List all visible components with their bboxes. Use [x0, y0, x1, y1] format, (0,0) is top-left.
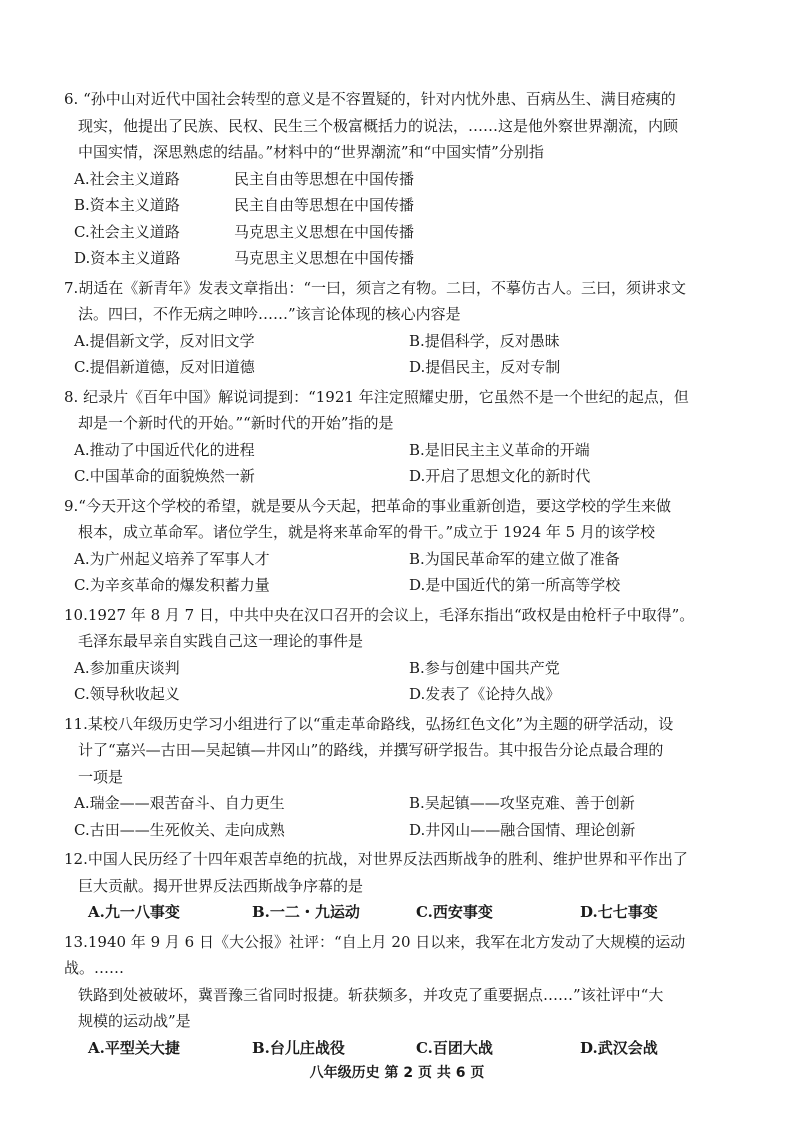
question-9	[64, 493, 744, 599]
question-stem	[64, 602, 744, 655]
options	[64, 1035, 744, 1062]
option-b[interactable]: B.一二・九运动	[252, 903, 360, 921]
option-d[interactable]: D.井冈山——融合国情、理论创新	[409, 820, 636, 839]
question-10	[64, 602, 744, 708]
option-d[interactable]: D.武汉会战	[580, 1038, 658, 1057]
stem-line: 巨大贡献。揭开世界反法西斯战争序幕的是	[78, 876, 364, 895]
stem-line: 现实，他提出了民族、民权、民生三个极富概括力的说法，……这是他外察世界潮流，内顾	[78, 116, 679, 135]
option-c[interactable]: C.为辛亥革命的爆发积蓄力量	[74, 576, 270, 594]
stem-line: 铁路到处被破坏，冀晋豫三省同时报捷。斩获频多，并攻克了重要据点……”该社评中“大	[78, 985, 664, 1004]
question-stem	[64, 275, 744, 328]
option-b[interactable]: B.提倡科学，反对愚昧	[409, 331, 560, 350]
question-7	[64, 275, 744, 381]
stem-line: 规模的运动战”是	[78, 1012, 191, 1030]
option-c[interactable]: C.古田——生死攸关、走向成熟	[74, 820, 285, 839]
option-a[interactable]	[74, 166, 744, 193]
option-b[interactable]: B.吴起镇——攻坚克难、善于创新	[409, 794, 635, 812]
option-path: C.社会主义道路	[74, 222, 180, 241]
question-stem	[64, 493, 744, 546]
option-a[interactable]: A.九一八事变	[88, 903, 180, 921]
option-a[interactable]: A.平型关大捷	[88, 1038, 180, 1057]
option-c[interactable]: C.西安事变	[416, 903, 493, 921]
options	[64, 328, 744, 381]
question-stem	[64, 929, 744, 1035]
options	[64, 655, 744, 708]
options	[64, 899, 744, 926]
option-a[interactable]: A.参加重庆谈判	[74, 658, 180, 677]
question-stem	[64, 846, 744, 899]
option-a[interactable]: A.为广州起义培养了军事人才	[74, 549, 270, 568]
option-d[interactable]: D.提倡民主，反对专制	[409, 358, 561, 376]
option-idea: 民主自由等思想在中国传播	[234, 169, 415, 188]
option-b[interactable]: B.台儿庄战役	[252, 1038, 345, 1057]
stem-line: 一项是	[78, 767, 124, 786]
stem-line: 6. “孙中山对近代中国社会转型的意义是不容置疑的，针对内忧外患、百病丛生、满目疮痍的	[64, 90, 676, 108]
option-idea: 民主自由等思想在中国传播	[234, 196, 415, 214]
stem-line: 13.1940 年 9 月 6 日《大公报》社评：“自上月 20 日以来，我军在北方发动了大规模的运动战。……	[64, 932, 686, 977]
page-footer: 八年级历史 第 2 页 共 6 页	[309, 1065, 485, 1081]
stem-line: 8. 纪录片《百年中国》解说词提到：“1921 年注定照耀史册，它虽然不是一个世纪的起点，但	[64, 387, 689, 406]
stem-line: 12.中国人民历经了十四年艰苦卓绝的抗战，对世界反法西斯战争的胜利、维护世界和平作出了	[64, 850, 688, 868]
option-c[interactable]: C.提倡新道德，反对旧道德	[74, 358, 255, 376]
stem-line: 7.胡适在《新青年》发表文章指出：“一曰，须言之有物。二曰，不摹仿古人。三曰，须讲求文	[64, 278, 686, 297]
stem-line: 9.“今天开这个学校的希望，就是要从今天起，把革命的事业重新创造，要这学校的学生来做	[64, 496, 671, 515]
options	[64, 546, 744, 599]
stem-line: 10.1927 年 8 月 7 日，中共中央在汉口召开的会议上，毛泽东指出“政权是由枪杆子中取得”。	[64, 605, 695, 624]
option-b[interactable]: B.为国民革命军的建立做了准备	[409, 549, 620, 568]
question-12	[64, 846, 744, 926]
option-b[interactable]	[74, 192, 744, 219]
stem-line: 计了“嘉兴—古田—吴起镇—井冈山”的路线，并撰写研学报告。其中报告分论点最合理的	[78, 741, 664, 759]
option-c[interactable]	[74, 219, 744, 246]
stem-line: 法。四曰，不作无病之呻吟……”该言论体现的核心内容是	[78, 305, 461, 323]
stem-line: 中国实情，深思熟虑的结晶。”材料中的“世界潮流”和“中国实情”分别指	[78, 143, 544, 161]
option-d[interactable]: D.是中国近代的第一所高等学校	[409, 576, 621, 594]
option-d[interactable]: D.七七事变	[580, 903, 658, 921]
option-path: A.社会主义道路	[74, 169, 180, 188]
option-a[interactable]: A.提倡新文学，反对旧文学	[74, 331, 255, 350]
question-8	[64, 384, 744, 490]
option-idea: 马克思主义思想在中国传播	[234, 222, 415, 241]
option-c[interactable]: C.领导秋收起义	[74, 685, 180, 703]
option-d[interactable]	[74, 245, 744, 272]
question-list	[64, 86, 744, 1064]
question-stem	[64, 711, 744, 791]
question-6	[64, 86, 744, 272]
option-b[interactable]: B.参与创建中国共产党	[409, 658, 560, 677]
options	[64, 790, 744, 843]
stem-line: 却是一个新时代的开始。”“新时代的开始”指的是	[78, 414, 394, 432]
question-11	[64, 711, 744, 844]
question-13	[64, 929, 744, 1062]
question-stem	[64, 86, 744, 166]
stem-line: 11.某校八年级历史学习小组进行了以“重走革命路线，弘扬红色文化”为主题的研学活动，设	[64, 714, 674, 733]
option-c[interactable]: C.中国革命的面貌焕然一新	[74, 467, 255, 485]
option-d[interactable]: D.发表了《论持久战》	[409, 685, 561, 703]
option-b[interactable]: B.是旧民主主义革命的开端	[409, 440, 590, 459]
option-path: D.资本主义道路	[74, 249, 181, 267]
options-table	[64, 166, 744, 272]
question-stem	[64, 384, 744, 437]
option-d[interactable]: D.开启了思想文化的新时代	[409, 467, 591, 485]
option-a[interactable]: A.推动了中国近代化的进程	[74, 440, 255, 459]
option-a[interactable]: A.瑞金——艰苦奋斗、自力更生	[74, 794, 285, 812]
stem-line: 毛泽东最早亲自实践自己这一理论的事件是	[78, 632, 364, 650]
option-idea: 马克思主义思想在中国传播	[234, 249, 415, 267]
stem-line: 根本，成立革命军。诸位学生，就是将来革命军的骨干。”成立于 1924 年 5 月的该学校	[78, 523, 655, 541]
option-c[interactable]: C.百团大战	[416, 1038, 493, 1057]
option-path: B.资本主义道路	[74, 196, 180, 214]
options	[64, 437, 744, 490]
